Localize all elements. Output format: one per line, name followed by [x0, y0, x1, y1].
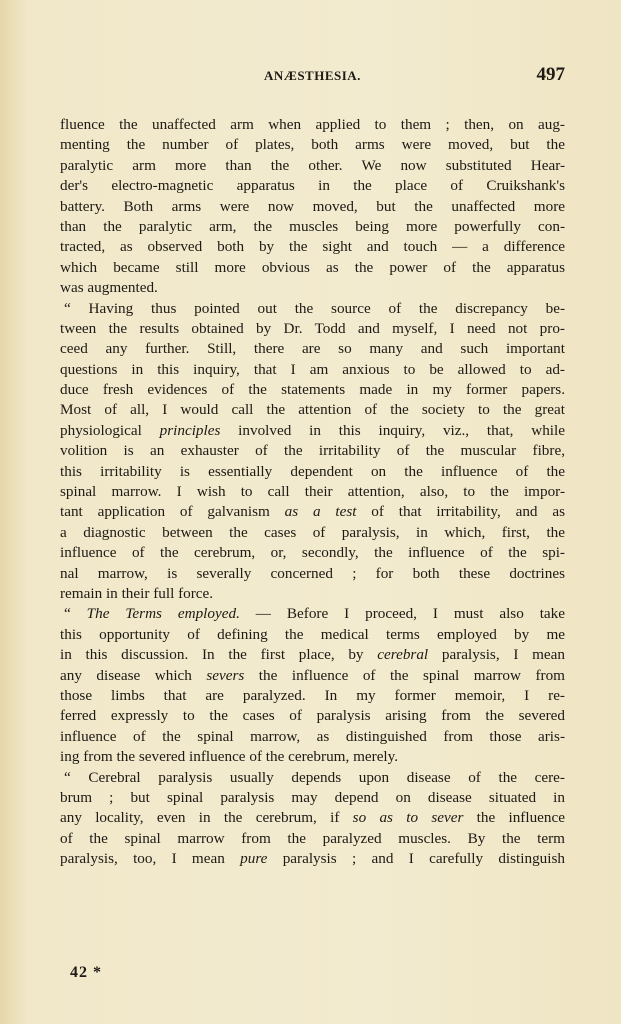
- text-line: [60, 829, 565, 849]
- text-line: [60, 339, 565, 359]
- text-segment: of the spinal marrow from the paralyzed muscles. By the term: [60, 829, 565, 847]
- text-line: [60, 849, 565, 869]
- text-segment: “ Cerebral paralysis usually depends upon disease of the cere-: [64, 768, 565, 786]
- text-segment: tant application of galvanism: [60, 503, 285, 521]
- text-segment: remain in their full force.: [60, 584, 214, 602]
- text-segment: paralysis, I mean: [428, 646, 566, 664]
- text-line: [60, 564, 565, 584]
- text-segment: a diagnostic between the cases of paralysis, in which, first, the: [60, 523, 565, 541]
- text-line: [60, 482, 565, 502]
- running-title: ANÆSTHESIA.: [264, 68, 361, 83]
- text-line: [60, 808, 565, 828]
- text-segment: any disease which: [60, 666, 207, 684]
- italic-text: severs: [206, 666, 245, 684]
- text-segment: — Before I proceed, I must also take: [239, 605, 566, 623]
- text-segment: tracted, as observed both by the sight and touch — a difference: [60, 238, 565, 256]
- text-segment: “ Having thus pointed out the source of the discrepancy be-: [64, 299, 565, 317]
- text-line: [60, 135, 565, 155]
- text-line: [60, 747, 565, 767]
- italic-text: principles: [159, 421, 221, 439]
- text-line: [60, 523, 565, 543]
- body-text: [60, 115, 565, 869]
- text-line: [60, 421, 565, 441]
- text-line: [60, 706, 565, 726]
- text-segment: ceed any further. Still, there are so many and such important: [60, 340, 565, 358]
- text-segment: this irritability is essentially dependent on the influence of the: [60, 462, 565, 480]
- text-segment: brum ; but spinal paralysis may depend on disease situated in: [60, 788, 565, 806]
- text-segment: menting the number of plates, both arms were moved, but the: [60, 136, 565, 154]
- text-segment: nal marrow, is severally concerned ; for both these doctrines: [60, 564, 565, 582]
- text-segment: involved in this inquiry, viz., that, while: [220, 421, 565, 439]
- text-line: [60, 604, 565, 624]
- text-segment: the influence of the spinal marrow from: [244, 666, 565, 684]
- text-line: [60, 666, 565, 686]
- text-line: [60, 217, 565, 237]
- text-line: [60, 360, 565, 380]
- text-segment: duce fresh evidences of the statements made in my former papers.: [60, 381, 565, 399]
- text-line: [60, 278, 565, 298]
- text-line: [60, 441, 565, 461]
- text-segment: fluence the unaffected arm when applied to them ; then, on aug-: [60, 116, 565, 133]
- text-segment: der's electro-magnetic apparatus in the place of Cruikshank's: [60, 177, 565, 195]
- text-segment: volition is an exhauster of the irritability of the muscular fibre,: [60, 442, 565, 460]
- text-line: [60, 686, 565, 706]
- text-line: [60, 788, 565, 808]
- text-line: [60, 237, 565, 257]
- text-line: [60, 319, 565, 339]
- italic-text: pure: [240, 850, 268, 868]
- text-segment: Most of all, I would call the attention of the society to the great: [60, 401, 565, 419]
- text-line: [60, 299, 565, 319]
- italic-text: as a test: [284, 503, 357, 521]
- text-segment: spinal marrow. I wish to call their attention, also, to the impor-: [60, 483, 565, 501]
- text-line: [60, 462, 565, 482]
- text-segment: “: [64, 605, 87, 623]
- text-segment: of that irritability, and as: [356, 503, 565, 521]
- text-segment: paralytic arm more than the other. We now substituted Hear-: [60, 156, 565, 174]
- text-segment: influence of the cerebrum, or, secondly, the influence of the spi-: [60, 544, 565, 562]
- text-segment: in this discussion. In the first place, by: [60, 646, 378, 664]
- text-line: [60, 197, 565, 217]
- text-segment: physiological: [60, 421, 160, 439]
- text-segment: tween the results obtained by Dr. Todd and myself, I need not pro-: [60, 319, 565, 337]
- text-line: [60, 258, 565, 278]
- text-line: [60, 625, 565, 645]
- text-segment: was augmented.: [60, 279, 158, 297]
- text-line: [60, 156, 565, 176]
- text-line: [60, 727, 565, 747]
- italic-text: cerebral: [377, 646, 429, 664]
- text-line: [60, 502, 565, 522]
- text-segment: questions in this inquiry, that I am anxious to be allowed to ad-: [60, 360, 565, 378]
- text-segment: those limbs that are paralyzed. In my former memoir, I re-: [60, 686, 565, 704]
- text-line: [60, 115, 565, 135]
- text-segment: influence of the spinal marrow, as distinguished from those aris-: [60, 727, 565, 745]
- text-segment: the influence: [463, 809, 565, 827]
- text-segment: any locality, even in the cerebrum, if: [60, 809, 353, 827]
- text-segment: paralysis, too, I mean: [60, 850, 241, 868]
- text-segment: ing from the severed influence of the cerebrum, merely.: [60, 748, 399, 766]
- text-line: [60, 645, 565, 665]
- text-segment: paralysis ; and I carefully distinguish: [267, 850, 566, 868]
- signature-mark: 42 *: [70, 964, 102, 981]
- page-number: 497: [536, 64, 565, 85]
- text-segment: battery. Both arms were now moved, but the unaffected more: [60, 197, 565, 215]
- text-line: [60, 380, 565, 400]
- text-line: [60, 400, 565, 420]
- text-line: [60, 543, 565, 563]
- text-line: [60, 768, 565, 788]
- text-segment: which became still more obvious as the power of the apparatus: [60, 258, 565, 276]
- text-segment: than the paralytic arm, the muscles being more powerfully con-: [60, 217, 565, 235]
- text-line: [60, 176, 565, 196]
- italic-text: so as to sever: [352, 809, 464, 827]
- text-segment: this opportunity of defining the medical terms employed by me: [60, 625, 565, 643]
- text-line: [60, 584, 565, 604]
- italic-text: The Terms employed.: [86, 605, 240, 623]
- running-head: [60, 64, 565, 90]
- text-segment: ferred expressly to the cases of paralysis arising from the severed: [60, 707, 565, 725]
